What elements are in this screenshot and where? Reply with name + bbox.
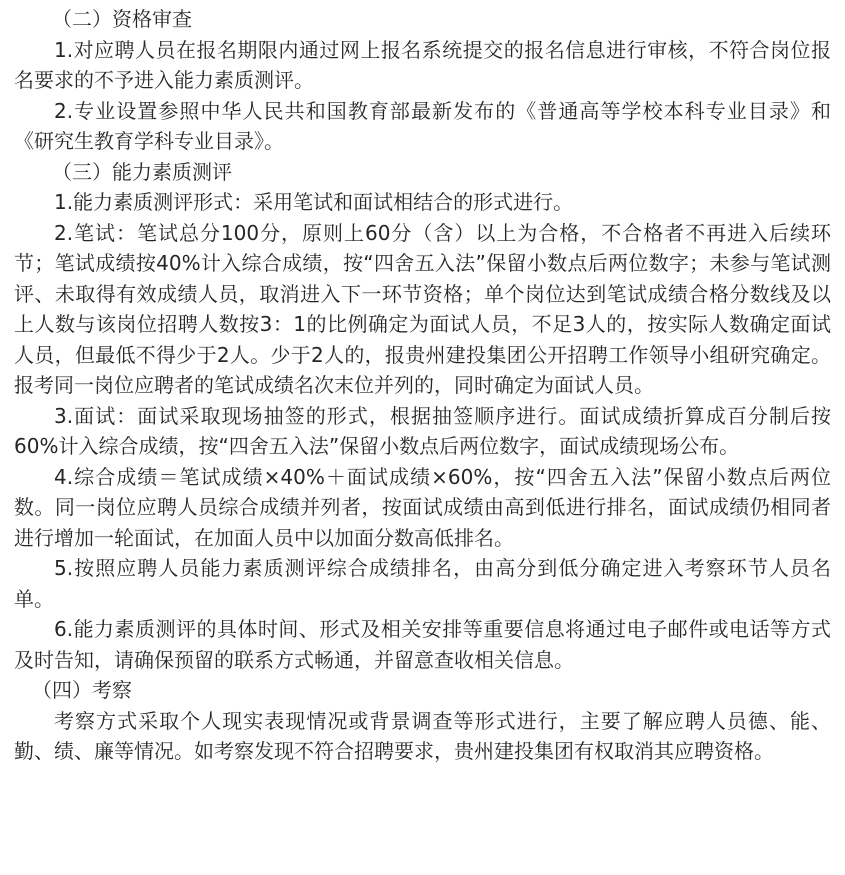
paragraph: 5.按照应聘人员能力素质测评综合成绩排名，由高分到低分确定进入考察环节人员名单。	[14, 556, 831, 611]
paragraph: 2.专业设置参照中华人民共和国教育部最新发布的《普通高等学校本科专业目录》和《研究生教育学科专业目录》。	[14, 98, 831, 153]
paragraph: 考察方式采取个人现实表现情况或背景调查等形式进行，主要了解应聘人员德、能、勤、绩、廉等情况。如考察发现不符合招聘要求，贵州建投集团有权取消其应聘资格。	[14, 708, 831, 763]
paragraph: 3.面试：面试采取现场抽签的形式，根据抽签顺序进行。面试成绩折算成百分制后按60%计入综合成绩，按“四舍五入法”保留小数点后两位数字，面试成绩现场公布。	[14, 403, 831, 458]
section-heading-inspection: （四）考察	[32, 678, 132, 702]
paragraph: 4.综合成绩＝笔试成绩×40%＋面试成绩×60%，按“四舍五入法”保留小数点后两位数。同一岗位应聘人员综合成绩并列者，按面试成绩由高到低进行排名，面试成绩仍相同者进行增加一轮面试，在加面人员中以加面分数高低排名。	[14, 464, 831, 550]
section-heading-assessment: （三）能力素质测评	[52, 159, 232, 184]
paragraph: 1.对应聘人员在报名期限内通过网上报名系统提交的报名信息进行审核，不符合岗位报名要求的不予进入能力素质测评。	[14, 37, 831, 92]
paragraph: 6.能力素质测评的具体时间、形式及相关安排等重要信息将通过电子邮件或电话等方式及时告知，请确保预留的联系方式畅通，并留意查收相关信息。	[14, 617, 831, 672]
paragraph: 2.笔试：笔试总分100分，原则上60分（含）以上为合格，不合格者不再进入后续环节；笔试成绩按40%计入综合成绩，按“四舍五入法”保留小数点后两位数字；未参与笔试测评、未取得有效成绩人员，取消进入下一环节资格；单个岗位达到笔试成绩合格分数线及以上人数与该岗位招聘人数按3：1的比例确定为面试人员，不足3人的，按实际人数确定面试人员，但最低不得少于2人。少于2人的，报贵州建投集团公开招聘工作领导小组研究确定。报考同一岗位应聘者的笔试成绩名次末位并列的，同时确定为面试人员。	[14, 220, 831, 397]
section-heading-qualification: （二）资格审查	[52, 7, 192, 31]
paragraph: 1.能力素质测评形式：采用笔试和面试相结合的形式进行。	[54, 190, 574, 214]
